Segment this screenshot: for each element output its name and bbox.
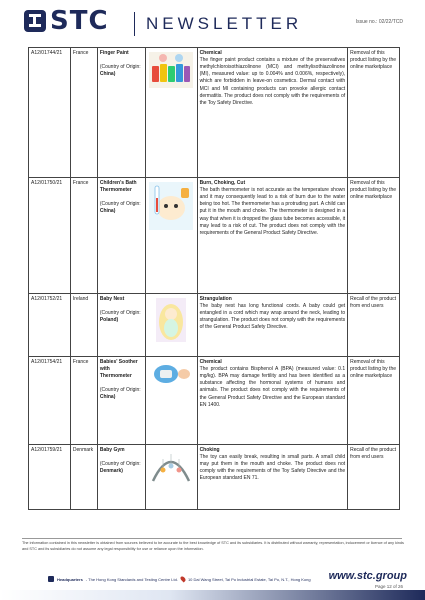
header	[0, 0, 425, 48]
risk-type: Burn, Choking, Cut	[199, 179, 246, 186]
product-image-cell	[146, 178, 198, 293]
notifying-country: Ireland	[71, 294, 98, 356]
notifying-country: Denmark	[71, 445, 98, 509]
risk-description: The baby nest has long functional cords. A baby could get entangled in a cord which may wrap around the neck, leading to strangulation. The product does not comply with the requirements of the General Product Safety Directive.	[199, 302, 346, 331]
product-cell	[98, 294, 146, 356]
page-number: Page 12 of 26	[374, 584, 403, 589]
building-icon	[48, 576, 54, 582]
origin-label	[100, 461, 143, 475]
product-name: Finger Paint	[99, 49, 129, 56]
soother-image	[150, 361, 192, 387]
risk-description: The product contains Bisphenol A (BPA) (measured value: 0.1 mg/kg). BPA may damage fertility and has been identified as a substance affecting the hormonal systems of humans and animals. The product does not comply with the requirements of the General Product Safety Directive and the European standard EN 1400.	[199, 365, 346, 408]
product-name: Baby Gym	[99, 446, 125, 453]
alert-reference: A12/01744/21	[29, 48, 71, 177]
origin-label-text: (Country of Origin:	[99, 200, 141, 207]
product-image-cell	[146, 357, 198, 444]
product-image-cell	[146, 48, 198, 177]
risk-type: Strangulation	[199, 295, 232, 302]
origin-label	[100, 64, 143, 78]
table-row	[29, 48, 400, 178]
alert-reference: A12/01759/21	[29, 445, 71, 509]
hq-label: Headquarters	[57, 576, 83, 582]
origin-country: Denmark)	[99, 467, 123, 474]
hq-name: - The Hong Kong Standards and Testing Centre Ltd.	[85, 576, 178, 582]
footer-swoosh	[0, 590, 425, 600]
footer-divider	[22, 538, 402, 539]
product-cell	[98, 48, 146, 177]
newsletter-title: NEWSLETTER	[146, 14, 303, 33]
stc-logo	[24, 6, 109, 36]
baby-nest-image	[156, 298, 186, 342]
origin-country: China)	[99, 70, 116, 77]
measures-taken: Recall of the product from end users	[348, 294, 400, 356]
risk-cell	[198, 178, 349, 293]
origin-country: Poland)	[99, 316, 119, 323]
origin-label-text: (Country of Origin:	[99, 63, 141, 70]
table-row	[29, 445, 400, 510]
notifying-country: France	[71, 48, 98, 177]
hq-address: 10 Dai Wang Street, Tai Po Industrial Estate, Tai Po, N.T., Hong Kong	[187, 576, 311, 582]
product-image-cell	[146, 294, 198, 356]
alerts-table	[28, 47, 400, 510]
measures-taken: Removal of this product listing by the online marketplace	[348, 357, 400, 444]
risk-type: Chemical	[199, 49, 222, 56]
origin-label-text: (Country of Origin:	[99, 309, 141, 316]
risk-cell	[198, 48, 349, 177]
risk-description: The toy can easily break, resulting in small parts. A small child may put them in the mouth and choke. The product does not comply with the requirements of the Toy Safety Directive and the European standard EN 71.	[199, 453, 346, 482]
headquarters-line	[48, 576, 311, 582]
header-divider	[134, 12, 135, 36]
alert-reference: A12/01752/21	[29, 294, 71, 356]
location-pin-icon	[179, 575, 186, 582]
issue-number: Issue no.: 02/22/TCD	[355, 19, 403, 25]
origin-label	[100, 387, 143, 401]
table-row	[29, 357, 400, 445]
measures-taken: Removal of this product listing by the online marketplace	[348, 48, 400, 177]
risk-cell	[198, 294, 349, 356]
origin-country: China)	[99, 394, 116, 401]
origin-label-text: (Country of Origin:	[99, 460, 141, 467]
origin-country: China)	[99, 208, 116, 215]
risk-type: Chemical	[199, 358, 222, 365]
brand-name: STC	[50, 6, 109, 36]
product-cell	[98, 445, 146, 509]
risk-description: The bath thermometer is not accurate as the temperature shown and it may consequently lead to a risk of burn due to the water being too hot. The thermometer has a protruding part. A child can put it in the mouth and choke. The thermometer is designed in a way that when it is dropped the glass tube becomes accessible, it may lead to a risk of cut. The product does not comply with the requirements of the General Product Safety Directive.	[199, 186, 346, 236]
product-cell	[98, 178, 146, 293]
product-cell	[98, 357, 146, 444]
risk-description: The finger paint product contains a mixture of the preservatives methylchloroisothiazolinone (MCI) and methylisothiazolinone (MI), measured value: up to 0.004% and 0.006%, respectively), which are forbidden in leave-on cosmetics. Dermal contact with MCI and MI containing products can provoke allergic contact dermatitis. The product does not comply with the requirements of the Toy Safety Directive.	[199, 56, 346, 106]
measures-taken: Recall of the product from end users	[348, 445, 400, 509]
disclaimer: The information contained in this newsletter is obtained from sources believed to be accurate to the best knowledge of STC and its subsidiaries. It is distributed without warranty, representation, inducement or licence of any kinds and STC and its subsidiaries do not assume any legal responsibility for use or reliance upon the information.	[22, 541, 404, 551]
table-row	[29, 294, 400, 357]
notifying-country: France	[71, 357, 98, 444]
alert-reference: A12/01750/21	[29, 178, 71, 293]
origin-label	[100, 310, 143, 324]
product-name: Babies' Soother with Thermometer	[99, 358, 138, 379]
stc-logo-icon	[24, 10, 46, 32]
baby-gym-image	[149, 449, 193, 483]
measures-taken: Removal of this product listing by the online marketplace	[348, 178, 400, 293]
website-link[interactable]: www.stc.group	[328, 570, 407, 582]
product-name: Baby Nest	[99, 295, 125, 302]
table-row	[29, 178, 400, 294]
risk-type: Choking	[199, 446, 220, 453]
origin-label	[100, 201, 143, 215]
origin-label-text: (Country of Origin:	[99, 387, 141, 394]
product-name: Children's Bath Thermometer	[99, 179, 137, 193]
finger-paint-image	[149, 52, 193, 88]
bath-thermometer-image	[149, 182, 193, 230]
risk-cell	[198, 357, 349, 444]
notifying-country: France	[71, 178, 98, 293]
product-image-cell	[146, 445, 198, 509]
risk-cell	[198, 445, 349, 509]
alert-reference: A12/01754/21	[29, 357, 71, 444]
